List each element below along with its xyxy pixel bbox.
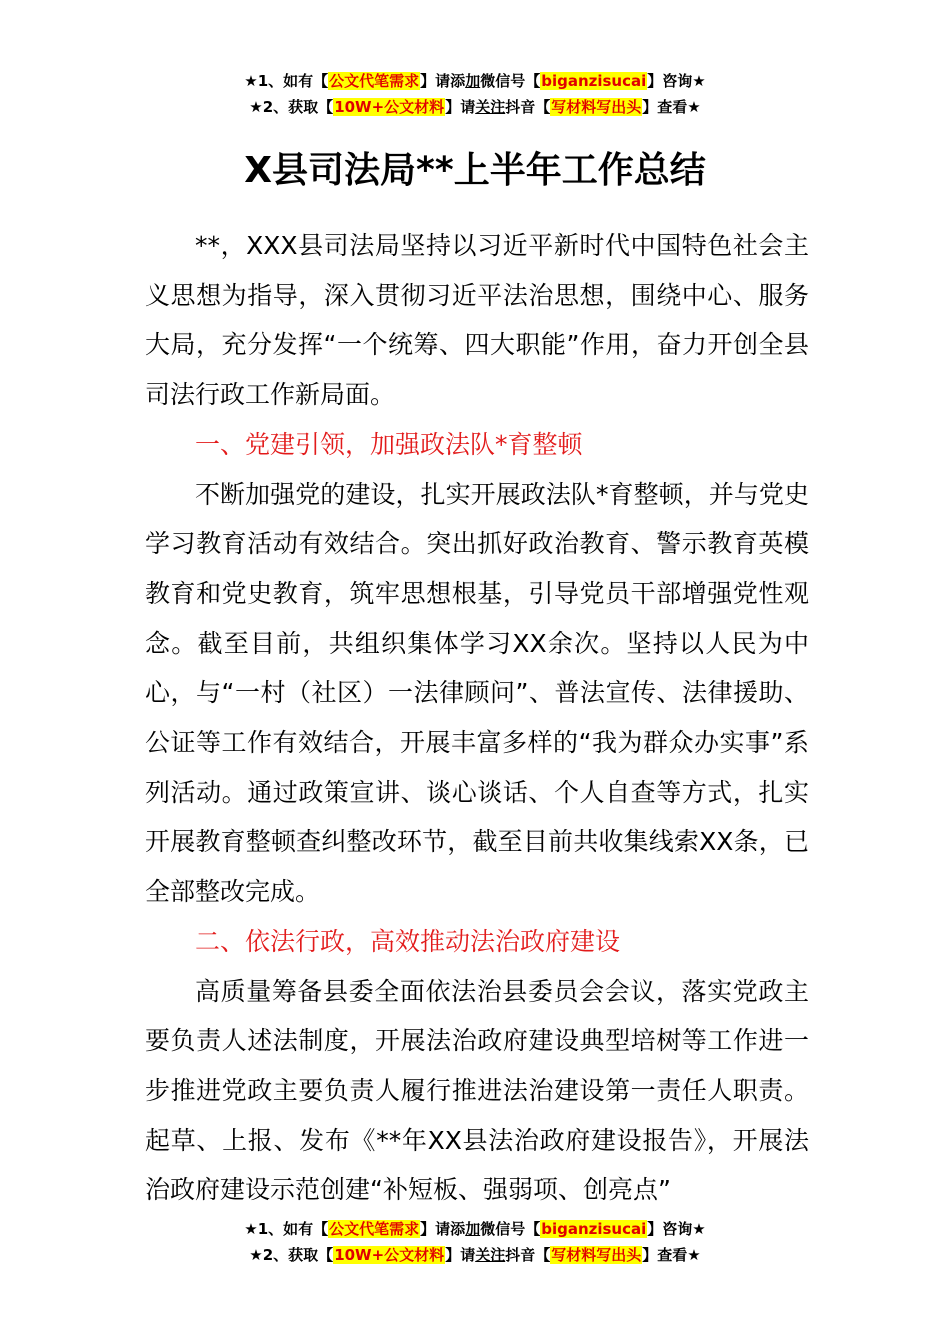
promo-underline: 加 bbox=[465, 1220, 481, 1238]
promo-text: 抖音【 bbox=[505, 1246, 551, 1264]
promo-text: 】咨询★ bbox=[647, 72, 706, 90]
promo-line-2 bbox=[0, 94, 950, 120]
document-title: X县司法局**上半年工作总结 bbox=[244, 150, 706, 191]
promo-underline: 关注 bbox=[475, 98, 506, 116]
promo-text: ★1、如有【 bbox=[244, 72, 329, 90]
promo-highlight: biganzisucai bbox=[541, 1220, 647, 1238]
section-1-heading: 一、党建引领，加强政法队*育整顿 bbox=[195, 429, 583, 459]
document-body bbox=[145, 221, 809, 1215]
promo-text: 抖音【 bbox=[505, 98, 551, 116]
promo-banner-bottom bbox=[0, 1216, 950, 1268]
promo-line-1 bbox=[0, 1216, 950, 1242]
promo-underline: 关注 bbox=[475, 1246, 506, 1264]
promo-text: 微信号【 bbox=[480, 72, 541, 90]
promo-banner-top bbox=[0, 68, 950, 120]
promo-text: 微信号【 bbox=[480, 1220, 541, 1238]
promo-text: ★1、如有【 bbox=[244, 1220, 329, 1238]
promo-highlight: 公文代笔需求 bbox=[329, 1220, 420, 1238]
promo-line-1 bbox=[0, 68, 950, 94]
promo-highlight: 10W+公文材料 bbox=[334, 98, 445, 116]
section-2-paragraph: 高质量筹备县委全面依法治县委员会会议，落实党政主要负责人述法制度，开展法治政府建设典型培树等工作进一步推进党政主要负责人履行推进法治建设第一责任人职责。起草、上报、发布《**年XX县法治政府建设报告》，开展法治政府建设示范创建“补短板、强弱项、创亮点” bbox=[145, 976, 809, 1205]
promo-text: 】请添 bbox=[420, 1220, 466, 1238]
promo-text: ★2、获取【 bbox=[249, 98, 334, 116]
promo-underline: 加 bbox=[465, 72, 481, 90]
promo-text: 】请 bbox=[445, 98, 476, 116]
promo-text: ★2、获取【 bbox=[249, 1246, 334, 1264]
promo-text: 】请 bbox=[445, 1246, 476, 1264]
promo-text: 】查看★ bbox=[642, 1246, 701, 1264]
promo-text: 】咨询★ bbox=[647, 1220, 706, 1238]
section-1-paragraph: 不断加强党的建设，扎实开展政法队*育整顿，并与党史学习教育活动有效结合。突出抓好政治教育、警示教育英模教育和党史教育，筑牢思想根基，引导党员干部增强党性观念。截至目前，共组织集体学习XX余次。坚持以人民为中心，与“一村（社区）一法律顾问”、普法宣传、法律援助、公证等工作有效结合，开展丰富多样的“我为群众办实事”系列活动。通过政策宣讲、谈心谈话、个人自查等方式，扎实开展教育整顿查纠整改环节，截至目前共收集线索XX条，已全部整改完成。 bbox=[145, 479, 809, 907]
promo-highlight: 写材料写出头 bbox=[551, 1246, 642, 1264]
promo-text: 】查看★ bbox=[642, 98, 701, 116]
promo-highlight: 10W+公文材料 bbox=[334, 1246, 445, 1264]
intro-paragraph: **，XXX县司法局坚持以习近平新时代中国特色社会主义思想为指导，深入贯彻习近平法治思想，围绕中心、服务大局，充分发挥“一个统筹、四大职能”作用，奋力开创全县司法行政工作新局面。 bbox=[145, 231, 809, 410]
promo-text: 】请添 bbox=[420, 72, 466, 90]
promo-line-2 bbox=[0, 1242, 950, 1268]
promo-highlight: biganzisucai bbox=[541, 72, 647, 90]
section-2-heading: 二、依法行政，高效推动法治政府建设 bbox=[195, 926, 621, 956]
promo-highlight: 公文代笔需求 bbox=[329, 72, 420, 90]
promo-highlight: 写材料写出头 bbox=[551, 98, 642, 116]
